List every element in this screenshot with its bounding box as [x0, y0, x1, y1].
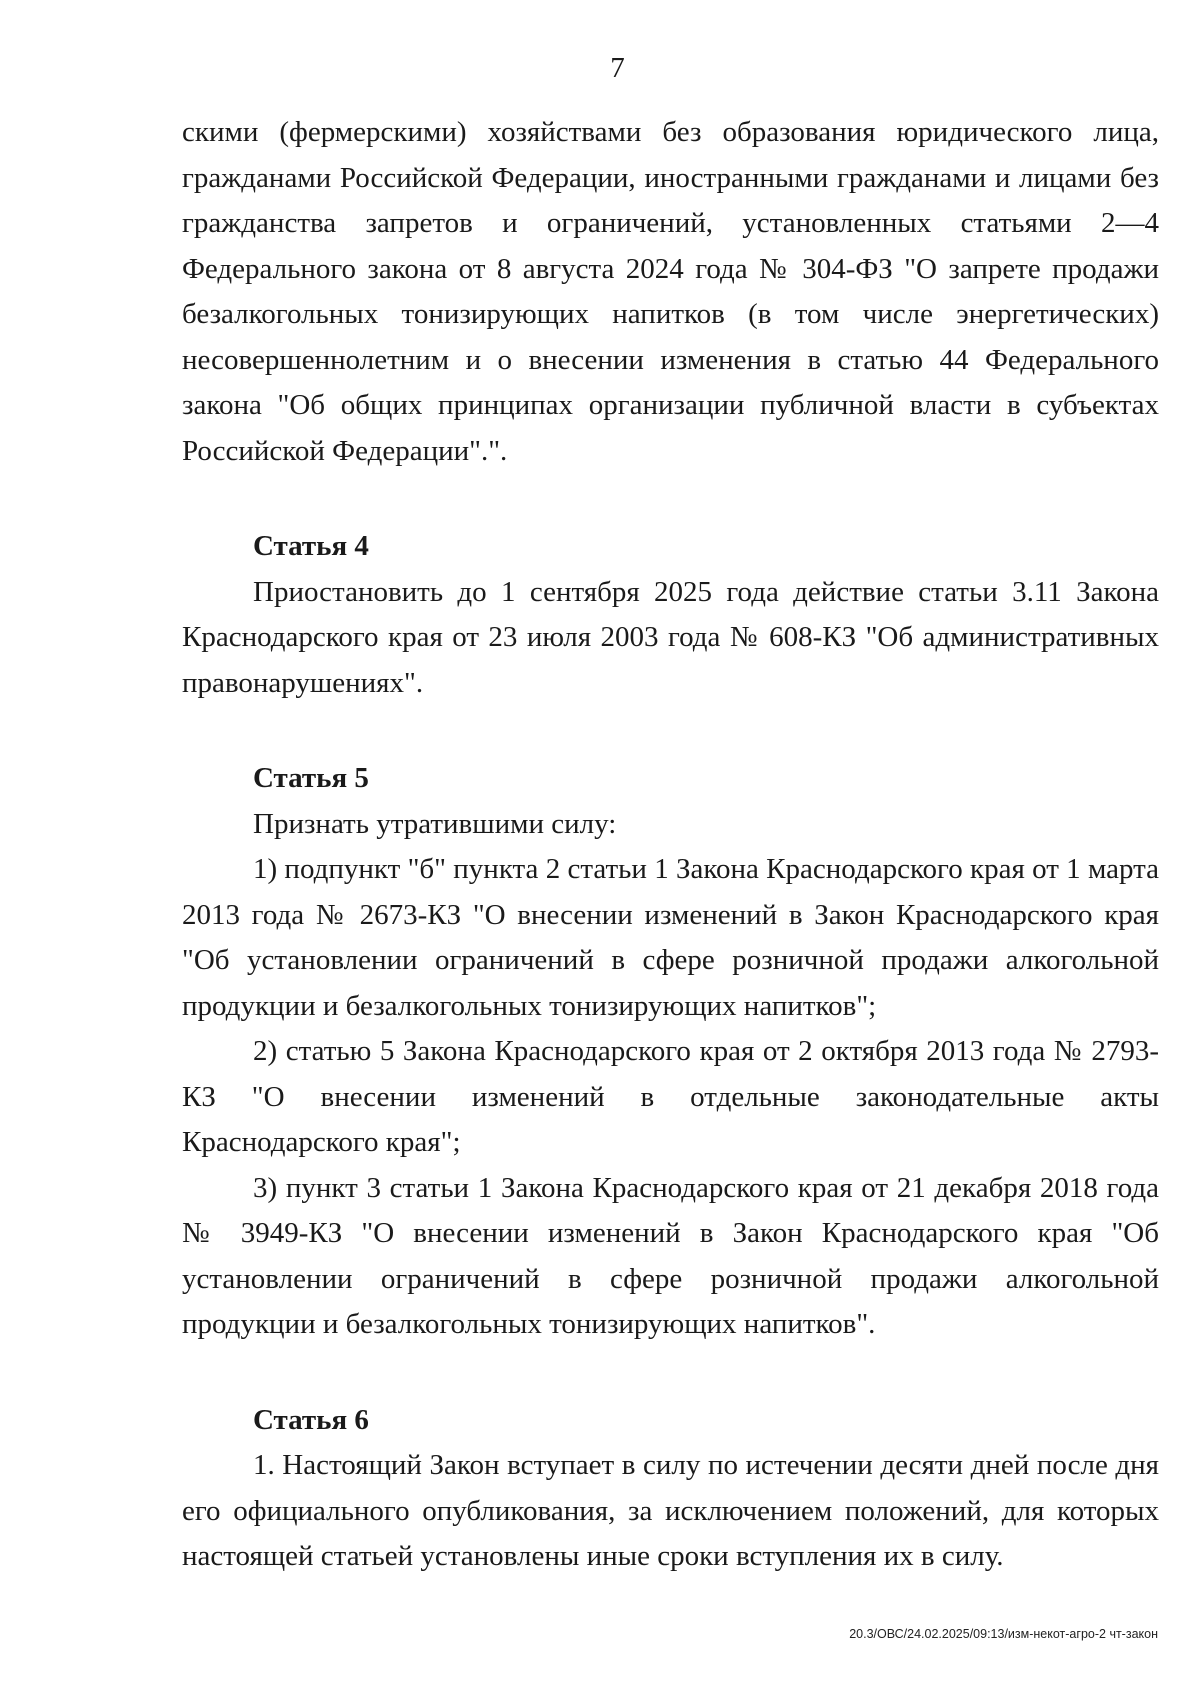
intro-paragraph: скими (фермерскими) хозяйствами без образования юридического лица, гражданами Российской Федерации, иностранными гражданами и лицами без гражданства запретов и ограничений, установленных статьями 2—4 Федерального закона от 8 августа 2024 года № 304-ФЗ "О запрете продажи безалкогольных тонизирующих напитков (в том числе энергетических) несовершеннолетним и о внесении изменения в статью 44 Федерального закона "Об общих принципах организации публичной власти в субъектах Российской Федерации".".: [182, 116, 1159, 467]
article-4-text: Приостановить до 1 сентября 2025 года действие статьи 3.11 Закона Краснодарского края от 23 июля 2003 года № 608-КЗ "Об административных правонарушениях".: [182, 575, 1159, 699]
article-4: [182, 524, 1159, 706]
article-6-heading: Статья 6: [253, 1403, 369, 1436]
article-6-text: 1. Настоящий Закон вступает в силу по истечении десяти дней после дня его официального опубликования, за исключением положений, для которых настоящей статьей установлены иные сроки вступления их в силу.: [182, 1449, 1159, 1572]
article-5-item-2: 2) статью 5 Закона Краснодарского края от 2 октября 2013 года № 2793-КЗ "О внесении изменений в отдельные законодательные акты Краснодарского края";: [182, 1035, 1159, 1158]
article-6: [182, 1398, 1159, 1580]
article-5: [182, 756, 1159, 1348]
article-4-heading: Статья 4: [253, 530, 369, 562]
article-5-item-1: 1) подпункт "б" пункта 2 статьи 1 Закона Краснодарского края от 1 марта 2013 года № 2673-КЗ "О внесении изменений в Закон Краснодарского края "Об установлении ограничений в сфере розничной продажи алкогольной продукции и безалкогольных тонизирующих напитков";: [182, 853, 1159, 1022]
article-5-heading: Статья 5: [253, 762, 369, 794]
page-number: 7: [610, 52, 625, 84]
document-body: [182, 110, 1159, 1580]
article-5-intro: Признать утратившими силу:: [253, 807, 617, 840]
document-footer-code: 20.3/ОВС/24.02.2025/09:13/изм-некот-агро-2 чт-закон: [849, 1627, 1158, 1641]
article-5-item-3: 3) пункт 3 статьи 1 Закона Краснодарского края от 21 декабря 2018 года № 3949-КЗ "О внесении изменений в Закон Краснодарского края "Об установлении ограничений в сфере розничной продажи алкогольной продукции и безалкогольных тонизирующих напитков".: [182, 1171, 1159, 1340]
